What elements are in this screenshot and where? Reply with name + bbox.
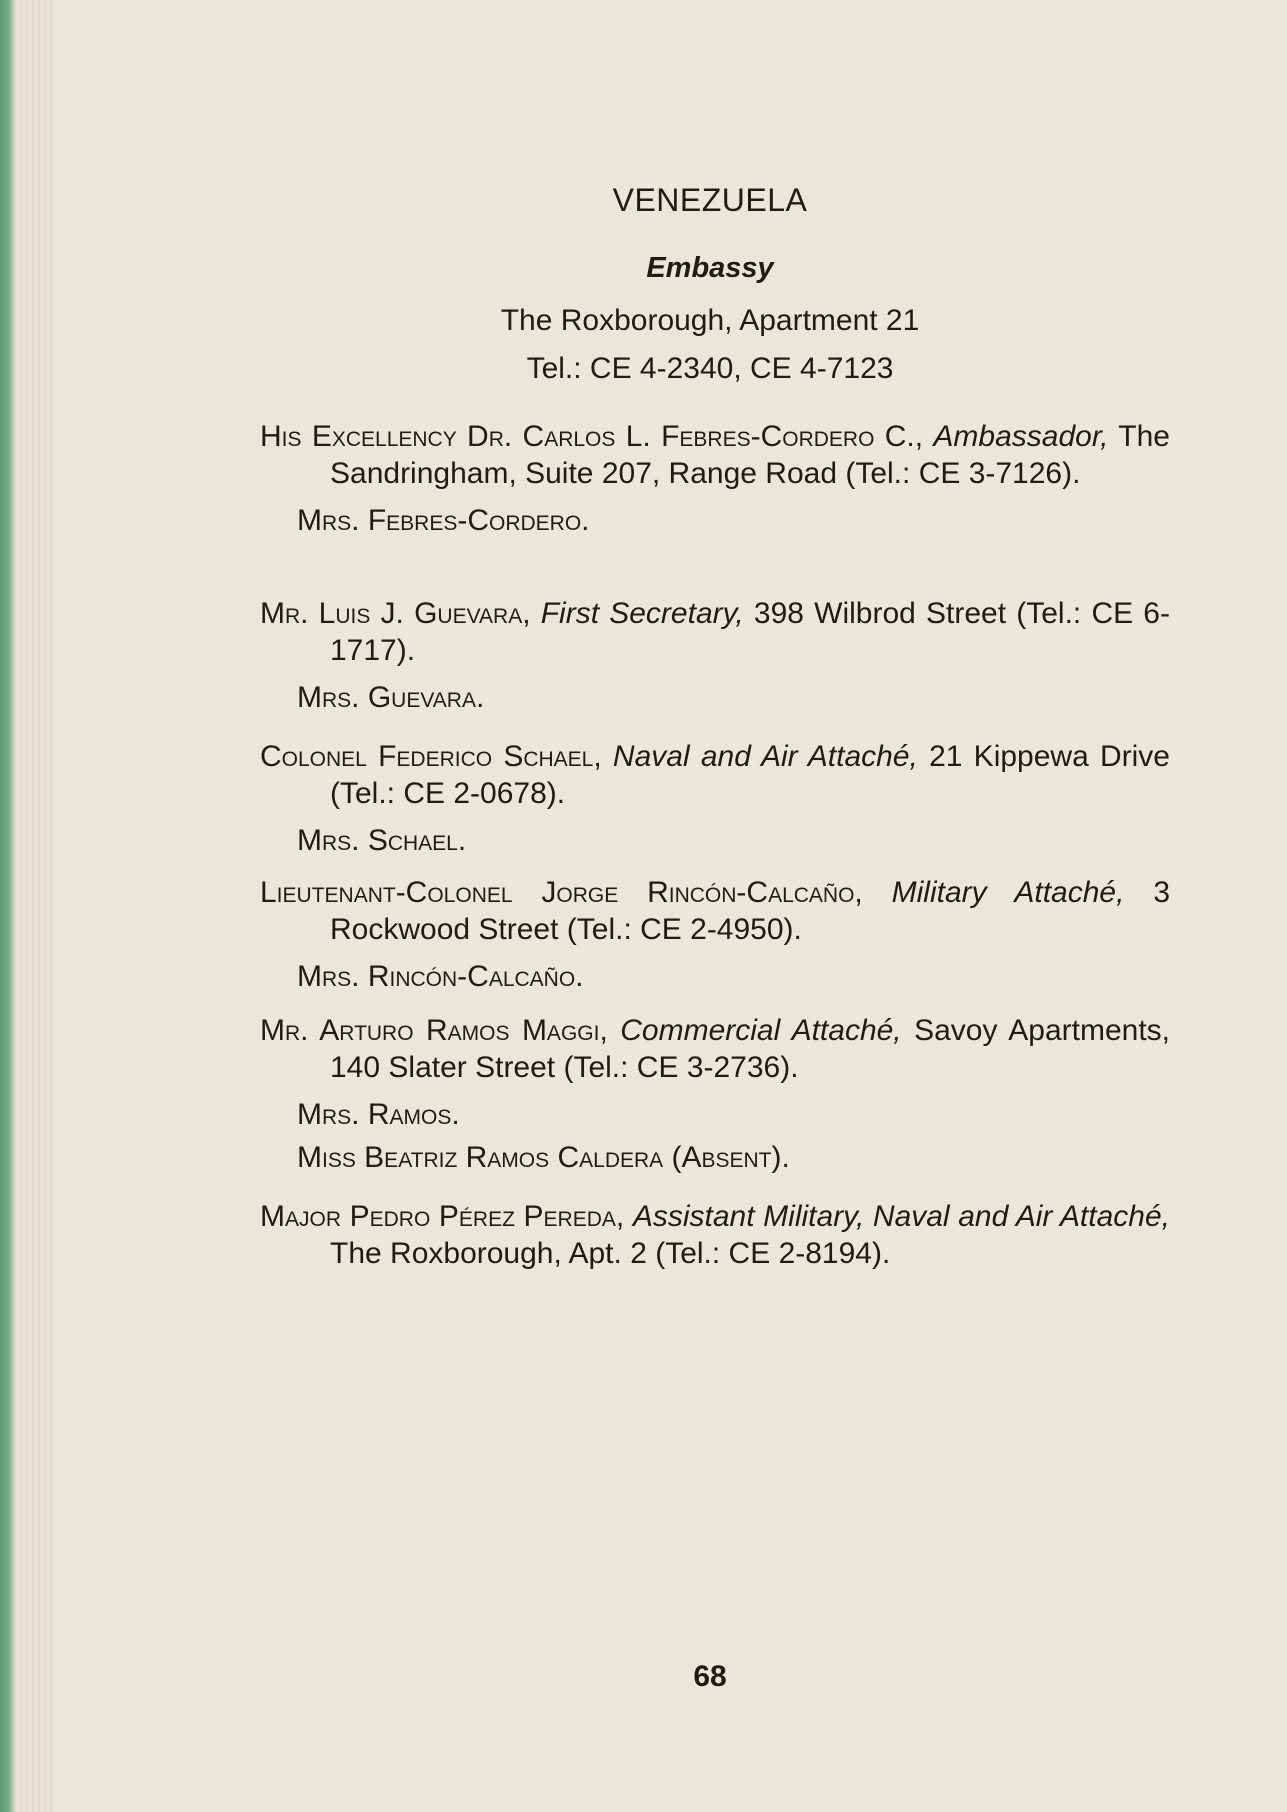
country-heading: VENEZUELA	[612, 182, 808, 218]
entry-spouse: Mrs. Rincón-Calcaño.	[297, 960, 584, 993]
entry-name: Major Pedro Pérez Pereda,	[260, 1200, 625, 1233]
embassy-address: The Roxborough, Apartment 21	[500, 304, 920, 337]
entry-ambassador	[260, 418, 1170, 539]
entry-dependent: Miss Beatriz Ramos Caldera (Absent).	[297, 1141, 790, 1174]
entry-details: The Roxborough, Apt. 2 (Tel.: CE 2-8194).	[330, 1237, 891, 1270]
entry-details: Savoy Apartments, 140 Slater Street (Tel.: CE 3-2736).	[330, 1014, 1171, 1084]
entry-spouse: Mrs. Febres-Cordero.	[297, 504, 590, 537]
entry-commercial-attache	[260, 1012, 1170, 1176]
entry-details: The Sandringham, Suite 207, Range Road (Tel.: CE 3-7126).	[330, 420, 1170, 490]
entry-naval-air-attache	[260, 738, 1170, 859]
entry-name: Colonel Federico Schael,	[260, 740, 602, 773]
entry-name: Mr. Luis J. Guevara,	[260, 597, 531, 630]
entry-name: Lieutenant-Colonel Jorge Rincón-Calcaño,	[260, 876, 863, 909]
entry-title: First Secretary,	[540, 597, 744, 630]
book-edge	[0, 0, 14, 1812]
entry-military-attache	[260, 874, 1170, 995]
entry-name: His Excellency Dr. Carlos L. Febres-Cordero C.,	[260, 420, 924, 453]
entry-details: 398 Wilbrod Street (Tel.: CE 6-1717).	[330, 597, 1170, 667]
entry-first-secretary	[260, 595, 1170, 716]
entry-title: Naval and Air Attaché,	[612, 740, 918, 773]
section-heading: Embassy	[646, 252, 774, 284]
page-number: 68	[693, 1660, 727, 1693]
entry-title: Military Attaché,	[891, 876, 1125, 909]
entry-spouse: Mrs. Ramos.	[297, 1098, 460, 1131]
entry-spouse: Mrs. Guevara.	[297, 681, 485, 714]
embassy-telephone: Tel.: CE 4-2340, CE 4-7123	[526, 352, 894, 385]
document-page	[250, 0, 1170, 1812]
entry-name: Mr. Arturo Ramos Maggi,	[260, 1014, 608, 1047]
page-gutter	[14, 0, 54, 1812]
entry-details: 21 Kippewa Drive (Tel.: CE 2-0678).	[330, 740, 1170, 810]
entry-title: Ambassador,	[933, 420, 1109, 453]
entry-spouse: Mrs. Schael.	[297, 824, 467, 857]
entry-title: Commercial Attaché,	[620, 1014, 902, 1047]
entry-title: Assistant Military, Naval and Air Attaché,	[632, 1200, 1170, 1233]
entry-assistant-attache	[260, 1198, 1170, 1272]
entry-details: 3 Rockwood Street (Tel.: CE 2-4950).	[330, 876, 1170, 946]
